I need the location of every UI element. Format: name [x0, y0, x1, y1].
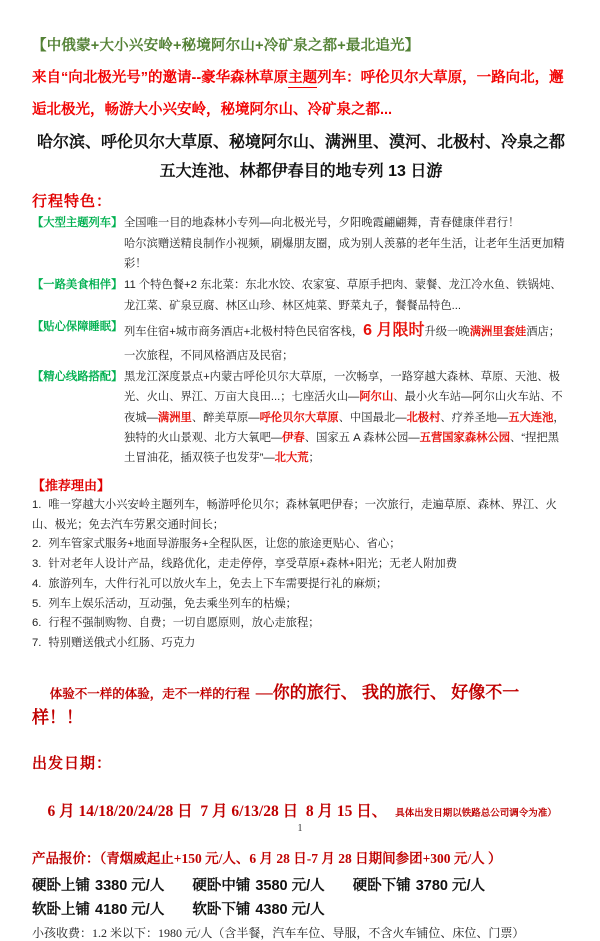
reasons-heading: 【推荐理由】: [32, 477, 111, 493]
text-segment: 伊春: [282, 432, 305, 445]
price-quote-condition: （青烟威起止+150 元/人、6 月 28 日-7 月 28 日期间参团+300 元/人 ）: [99, 850, 502, 866]
text-segment: 、疗养圣地—: [440, 411, 509, 424]
feature-row-theme-train: [32, 213, 570, 274]
reason-text: 行程不强制购物、自费；一切自愿原则，放心走旅程；: [48, 617, 320, 630]
feature-label: 【一路美食相伴】: [32, 279, 123, 292]
hard-berth-prices: [32, 874, 570, 895]
berth-name: 硬卧下铺: [352, 877, 411, 894]
main-title-line2: 五大连池、林都伊春目的地专列 13 日游: [159, 162, 443, 180]
main-title-line1: 哈尔滨、呼伦贝尔大草原、秘境阿尔山、满洲里、漠河、北极村、冷泉之都: [36, 133, 565, 151]
slogan-emphasis: 体验不一样的体验，走不一样的行程: [49, 686, 250, 701]
berth-price: 3580 元/人: [255, 877, 325, 894]
features-heading: 行程特色：: [32, 194, 113, 211]
reason-number: 3.: [32, 558, 42, 571]
feature-row-food: [32, 275, 570, 316]
berth-name: 软卧下铺: [192, 901, 251, 918]
berth-price: 4180 元/人: [95, 901, 165, 918]
text-segment: 、中国最北—: [338, 411, 407, 424]
reason-item: [32, 634, 570, 654]
text-segment: 、醉美草原—: [191, 411, 260, 424]
text-segment: 6 月限时: [363, 322, 425, 340]
reason-item: [32, 555, 570, 575]
reason-number: 4.: [32, 577, 42, 590]
reason-item: [32, 595, 570, 615]
text-segment: 哈尔滨赠送精良制作小视频，刷爆朋友圈，成为别人羡慕的老年生活，让老年生活更加精彩！: [124, 237, 565, 271]
feature-text: [124, 213, 570, 274]
text-segment: 五营国家森林公园: [419, 432, 511, 445]
reason-text: 列车上娱乐活动，互动强，免去乘坐列车的枯燥；: [48, 597, 297, 610]
feature-text: [124, 275, 570, 316]
text-segment: 满洲里套娃: [469, 326, 527, 339]
berth-name: 软卧上铺: [32, 901, 90, 918]
price-item: [353, 878, 485, 894]
text-segment: 主题: [288, 70, 318, 86]
soft-berth-prices: [32, 898, 570, 919]
text-segment: 呼伦贝尔大草原: [259, 411, 339, 424]
berth-name: 硬卧中铺: [192, 877, 251, 894]
berth-price: 4380 元/人: [255, 901, 325, 918]
price-quote-line: [32, 847, 570, 867]
main-title: [32, 129, 570, 187]
reason-text: 唯一穿越大小兴安岭主题列车，畅游呼伦贝尔；森林氧吧伊春；一次旅行，走遍草原、森林、界江、火山、极光；免去汽车劳累交通时间长；: [32, 498, 557, 531]
feature-text: [124, 317, 570, 366]
price-item: [192, 902, 324, 918]
feature-label: 【大型主题列车】: [32, 217, 123, 230]
reason-item: [32, 535, 570, 555]
text-segment: 阿尔山: [359, 391, 394, 404]
feature-label: 【贴心保障睡眠】: [32, 321, 123, 334]
reason-text: 针对老年人设计产品，线路优化，走走停停，享受草原+森林+阳光；无老人附加费: [48, 558, 458, 571]
text-segment: 列车：呼伦贝尔大草原，一路向北，邂逅北极光，畅游大小兴安岭，秘境阿尔山、冷矿泉之都...: [32, 70, 564, 118]
text-segment: 一次旅程，不同风格酒店及民宿；: [124, 349, 294, 362]
berth-price: 3780 元/人: [415, 877, 486, 894]
text-segment: 酒店；: [526, 326, 561, 339]
feature-row-lodging: [32, 317, 570, 366]
reason-number: 5.: [32, 597, 42, 610]
text-segment: 、国家五 A 森林公园—: [304, 432, 420, 445]
text-segment: 五大连池: [508, 411, 554, 424]
text-segment: 列车住宿+城市商务酒店+北极村特色民宿客栈，: [124, 326, 364, 339]
feature-label: 【精心线路搭配】: [32, 371, 123, 384]
text-segment: ，独特的火山景观、北方大氧吧—: [124, 411, 565, 445]
reason-item: [32, 614, 570, 634]
child-pricing-note: 小孩收费：1.2 米以下：1980 元/人（含半餐，汽车车位、导服，不含火车铺位、床位、门票）: [32, 925, 525, 940]
text-segment: 黑龙江深度景点+内蒙古呼伦贝尔大草原，一次畅享，一路穿越大森林、草原、天池、极光、火山、界江、万亩大良田...；七座活火山—: [124, 371, 560, 404]
price-quote-heading: 产品报价：: [32, 850, 100, 866]
text-segment: 升级一晚: [424, 326, 470, 339]
reason-text: 列车管家式服务+地面导游服务+全程队医，让您的旅途更贴心、省心；: [48, 538, 401, 551]
price-item: [32, 878, 164, 894]
departure-dates-text: 6 月 14/18/20/24/28 日 7 月 6/13/28 日 8 月 15 日、: [47, 802, 388, 820]
text-segment: 、“捏把黑土冒油花，插双筷子也发芽”—: [124, 432, 559, 465]
reason-text: 旅游列车，大件行礼可以放火车上，免去上下车需要提行礼的麻烦；: [48, 577, 388, 590]
text-segment: 全国唯一目的地森林小专列—向北极光号，夕阳晚霞翩翩舞，青春健康伴君行！: [124, 217, 520, 230]
reason-text: 特别赠送俄式小红肠、巧克力: [48, 637, 196, 650]
reason-number: 7.: [32, 637, 42, 650]
text-segment: 11 个特色餐+2 东北菜：东北水饺、农家宴、草原手把肉、蒙餐、龙江冷水鱼、铁锅炖、龙江菜、矿泉豆腐、林区山珍、林区炖菜、野菜丸子，餐餐品特色...: [124, 279, 562, 312]
reason-number: 1.: [32, 498, 42, 511]
berth-name: 硬卧上铺: [32, 877, 90, 894]
text-segment: 北大荒: [274, 452, 309, 465]
price-item: [32, 902, 164, 918]
text-segment: 、最小火车站—阿尔山火车站、不夜城—: [124, 391, 563, 424]
price-item: [192, 878, 324, 894]
tour-tagline: 【中俄蒙+大小兴安岭+秘境阿尔山+冷矿泉之都+最北追光】: [32, 38, 420, 54]
departure-note: 具体出发日期以铁路总公司调令为准）: [395, 808, 557, 819]
slogan-tail: —你的旅行、 我的旅行、 好像不一样！！: [32, 682, 520, 727]
berth-price: 3380 元/人: [95, 877, 165, 894]
reason-item: [32, 496, 570, 536]
feature-text: [124, 367, 570, 469]
text-segment: ；: [308, 452, 320, 465]
reason-number: 2.: [32, 538, 42, 551]
invitation-text: [32, 63, 570, 127]
text-segment: 满洲里: [157, 411, 192, 424]
text-segment: 来自“向北极光号”的邀请--豪华森林草原: [32, 70, 289, 86]
feature-row-route: [32, 367, 570, 469]
slogan: [32, 660, 570, 746]
reason-number: 6.: [32, 617, 42, 630]
text-segment: 北极村: [406, 411, 441, 424]
departure-heading: 出发日期：: [32, 755, 113, 772]
page-number: 1: [297, 823, 303, 834]
reason-item: [32, 575, 570, 595]
